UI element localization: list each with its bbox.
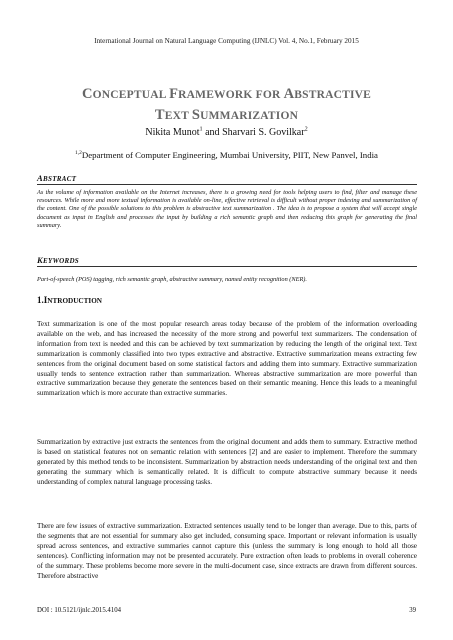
author-2: Sharvari S. Govilkar	[222, 127, 305, 138]
authors: Nikita Munot$^1$ and Sharvari S. Govilkar$^2$	[145, 125, 308, 138]
footer-doi: DOI : 10.5121/ijnlc.2015.4104	[37, 607, 122, 614]
title-line-1: CONCEPTUAL FRAMEWORK FOR ABSTRACTIVE	[81, 86, 372, 102]
journal-header: International Journal on Natural Language Computing (IJNLC) Vol. 4, No.1, February 2015	[94, 37, 359, 45]
keywords-heading: KEYWORDS	[37, 255, 79, 265]
introduction-heading: 1.INTRODUCTION	[37, 295, 102, 305]
abstract-heading: ABSTRACT	[37, 173, 77, 183]
abstract-rule	[37, 184, 417, 185]
intro-paragraph-3: There are few issues of extractive summarization. Extracted sentences usually tend to be longer than average. Due to this, parts of the segments that are not essential for summary also get included, consuming space. Important or relevant information is usually spread across sentences, and extractive summaries cannot capture this (unless the summary is long enough to hold all those sentences). Conflicting information may not be presented accurately. Pure extraction often leads to problems in overall coherence of the summary. These problems become more severe in the multi-document case, since extracts are drawn from different sources. Therefore abstractive	[37, 522, 417, 580]
abstract-text: As the volume of information available on the Internet increases, there is a growing need for tools helping users to find, filter and manage these resources. While more and more textual information is available on-line, effective retrieval is difficult without proper indexing and summarization of the content. One of the possible solutions to this problem is abstractive text summarization . The idea is to propose a system that will accept single document as input in English and processes the input by building a rich semantic graph and then reducing this graph for generating the final summary.	[37, 189, 417, 229]
intro-paragraph-2: Summarization by extractive just extracts the sentences from the original document and adds them to summary. Extractive method is based on statistical features not on semantic relation with sentences [2] and are easier to implement. Therefore the summary generated by this method tends to be inconsistent. Summarization by abstraction needs understanding of the original text and then generating the summary which is semantically related. It is difficult to compute abstractive summary because it needs understanding of complex natural language processing tasks.	[37, 438, 417, 486]
intro-paragraph-1: Text summarization is one of the most popular research areas today because of the problem of the information overloading available on the web, and has increased the necessity of the more strong and powerful text summarizers. The condensation of information from text is needed and this can be achieved by text summarization by reducing the length of the original text. Text summarization is commonly classified into two types extractive and abstractive. Extractive summarization means extracting few sentences from the original document based on some statistical factors and adding them into summary. Extractive summarization usually tends to sentence extraction rather than summarization. Whereas abstractive summarization are more powerful than extractive summarization because they generate the sentences based on their semantic meaning. Hence this leads to a meaningful summarization which is more accurate than extractive summaries.	[37, 320, 417, 398]
affiliation: $^{1,2}$Department of Computer Engineering, Mumbai University, PIIT, New Panvel, India	[75, 150, 378, 160]
author-1: Nikita Munot	[145, 127, 200, 138]
paper-title	[0, 84, 453, 126]
page-number: 39	[409, 607, 416, 614]
keywords-rule	[37, 266, 417, 267]
title-line-2: TEXT SUMMARIZATION	[154, 107, 299, 123]
keywords-text: Part-of-speech (POS) tagging, rich semantic graph, abstractive summary, named entity recognition (NER).	[37, 276, 307, 283]
